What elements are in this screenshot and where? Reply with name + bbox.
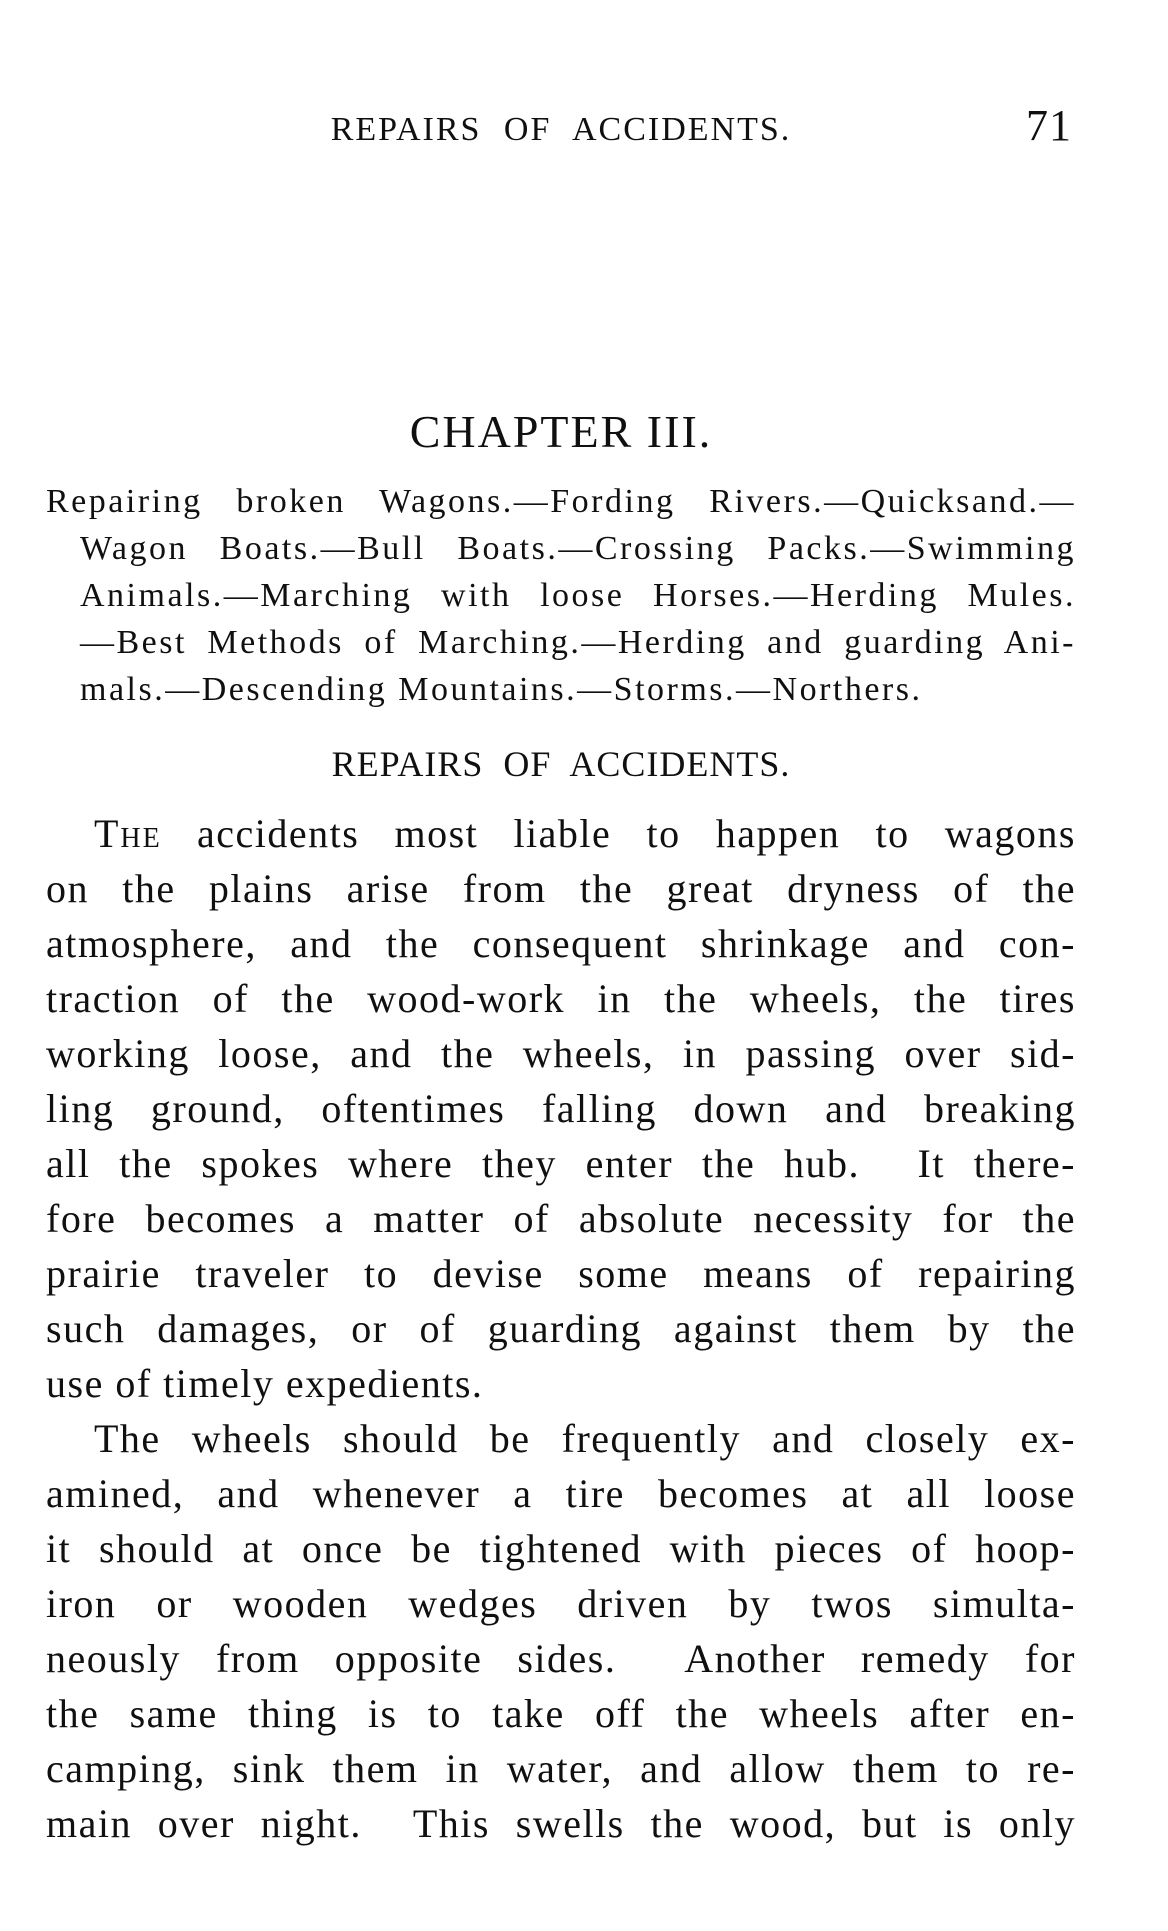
paragraph-lead-smallcaps: The: [94, 811, 162, 856]
body-line: on the plains arise from the great dryness of the: [46, 866, 1076, 911]
section-heading: REPAIRS OF ACCIDENTS.: [331, 744, 791, 784]
synopsis-line: Wagon Boats.—Bull Boats.—Crossing Packs.—Swimming: [80, 530, 1076, 567]
running-header: [46, 101, 1076, 154]
body-line: iron or wooden wedges driven by twos simulta-: [46, 1581, 1076, 1626]
chapter-synopsis: [46, 478, 1076, 713]
body-line: amined, and whenever a tire becomes at all loose: [46, 1471, 1076, 1516]
page-number: 71: [1026, 101, 1072, 150]
body-line: The wheels should be frequently and closely ex-: [94, 1416, 1076, 1461]
body-line: neously from opposite sides. Another remedy for: [46, 1636, 1076, 1681]
body-line: use of timely expedients.: [46, 1361, 484, 1406]
body-line: main over night. This swells the wood, but is only: [46, 1801, 1076, 1846]
body-line: camping, sink them in water, and allow them to re-: [46, 1746, 1076, 1791]
body-line: atmosphere, and the consequent shrinkage and con-: [46, 921, 1076, 966]
body-line: working loose, and the wheels, in passing over sid-: [46, 1031, 1076, 1076]
paragraph: [46, 806, 1076, 1411]
body-line: prairie traveler to devise some means of repairing: [46, 1251, 1076, 1296]
body-line: traction of the wood-work in the wheels, the tires: [46, 976, 1076, 1021]
body-line: all the spokes where they enter the hub. It there-: [46, 1141, 1076, 1186]
body-line: such damages, or of guarding against them by the: [46, 1306, 1076, 1351]
body-line: The accidents most liable to happen to wagons: [94, 811, 1076, 856]
synopsis-line: Animals.—Marching with loose Horses.—Herding Mules.: [80, 577, 1076, 614]
chapter-title: CHAPTER III.: [409, 406, 713, 457]
paragraph: [46, 1411, 1076, 1851]
synopsis-line: —Best Methods of Marching.—Herding and guarding Ani-: [80, 624, 1076, 661]
body-line: ling ground, oftentimes falling down and breaking: [46, 1086, 1076, 1131]
body-line: fore becomes a matter of absolute necessity for the: [46, 1196, 1076, 1241]
synopsis-line: Repairing broken Wagons.—Fording Rivers.—Quicksand.—: [46, 483, 1076, 520]
synopsis-line: mals.—Descending Mountains.—Storms.—Northers.: [80, 671, 923, 708]
running-title: REPAIRS OF ACCIDENTS.: [330, 111, 792, 148]
body-line: the same thing is to take off the wheels after en-: [46, 1691, 1076, 1736]
body-line: it should at once be tightened with pieces of hoop-: [46, 1526, 1076, 1571]
body-text: [46, 806, 1076, 1851]
